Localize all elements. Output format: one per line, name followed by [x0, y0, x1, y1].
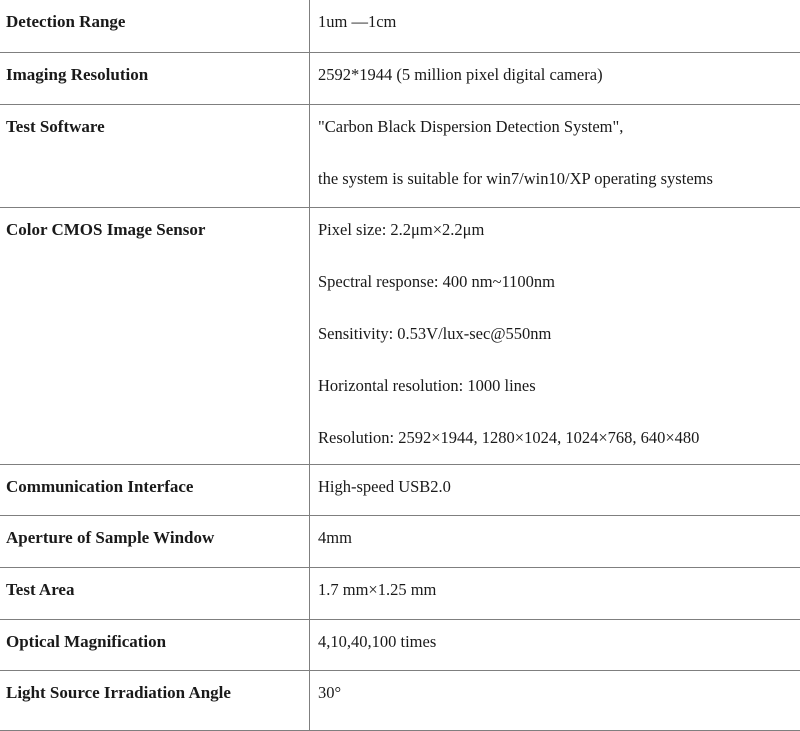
- row-value: [310, 0, 800, 53]
- table-row: [0, 105, 800, 208]
- value-line: "Carbon Black Dispersion Detection System",: [318, 117, 800, 169]
- row-label: Aperture of Sample Window: [0, 516, 310, 568]
- row-value: [310, 620, 800, 671]
- table-row: [0, 516, 800, 568]
- value-line: 1um —1cm: [318, 12, 800, 32]
- value-line: 4mm: [318, 528, 800, 548]
- row-value: [310, 105, 800, 208]
- table-row: [0, 620, 800, 671]
- value-line: the system is suitable for win7/win10/XP operating systems: [318, 169, 800, 189]
- row-label: Optical Magnification: [0, 620, 310, 671]
- value-line: 2592*1944 (5 million pixel digital camera): [318, 65, 800, 85]
- table-row: [0, 208, 800, 465]
- row-label: Color CMOS Image Sensor: [0, 208, 310, 465]
- row-label: Imaging Resolution: [0, 53, 310, 105]
- row-label: Light Source Irradiation Angle: [0, 671, 310, 731]
- table-row: [0, 0, 800, 53]
- value-line: 1.7 mm×1.25 mm: [318, 580, 800, 600]
- value-line: Sensitivity: 0.53V/lux-sec@550nm: [318, 324, 800, 376]
- row-value: [310, 53, 800, 105]
- row-value: [310, 671, 800, 731]
- row-label: Detection Range: [0, 0, 310, 53]
- value-line: Spectral response: 400 nm~1100nm: [318, 272, 800, 324]
- table-row: [0, 53, 800, 105]
- row-value: [310, 568, 800, 620]
- row-value: [310, 208, 800, 465]
- row-label: Test Area: [0, 568, 310, 620]
- row-value: [310, 465, 800, 516]
- value-line: Pixel size: 2.2μm×2.2μm: [318, 220, 800, 272]
- value-line: High-speed USB2.0: [318, 477, 800, 497]
- table-row: [0, 568, 800, 620]
- value-line: Resolution: 2592×1944, 1280×1024, 1024×768, 640×480: [318, 428, 800, 448]
- table-row: [0, 465, 800, 516]
- value-line: 4,10,40,100 times: [318, 632, 800, 652]
- value-line: Horizontal resolution: 1000 lines: [318, 376, 800, 428]
- row-label: Communication Interface: [0, 465, 310, 516]
- value-line: 30°: [318, 683, 800, 703]
- table-row: [0, 671, 800, 731]
- row-label: Test Software: [0, 105, 310, 208]
- row-value: [310, 516, 800, 568]
